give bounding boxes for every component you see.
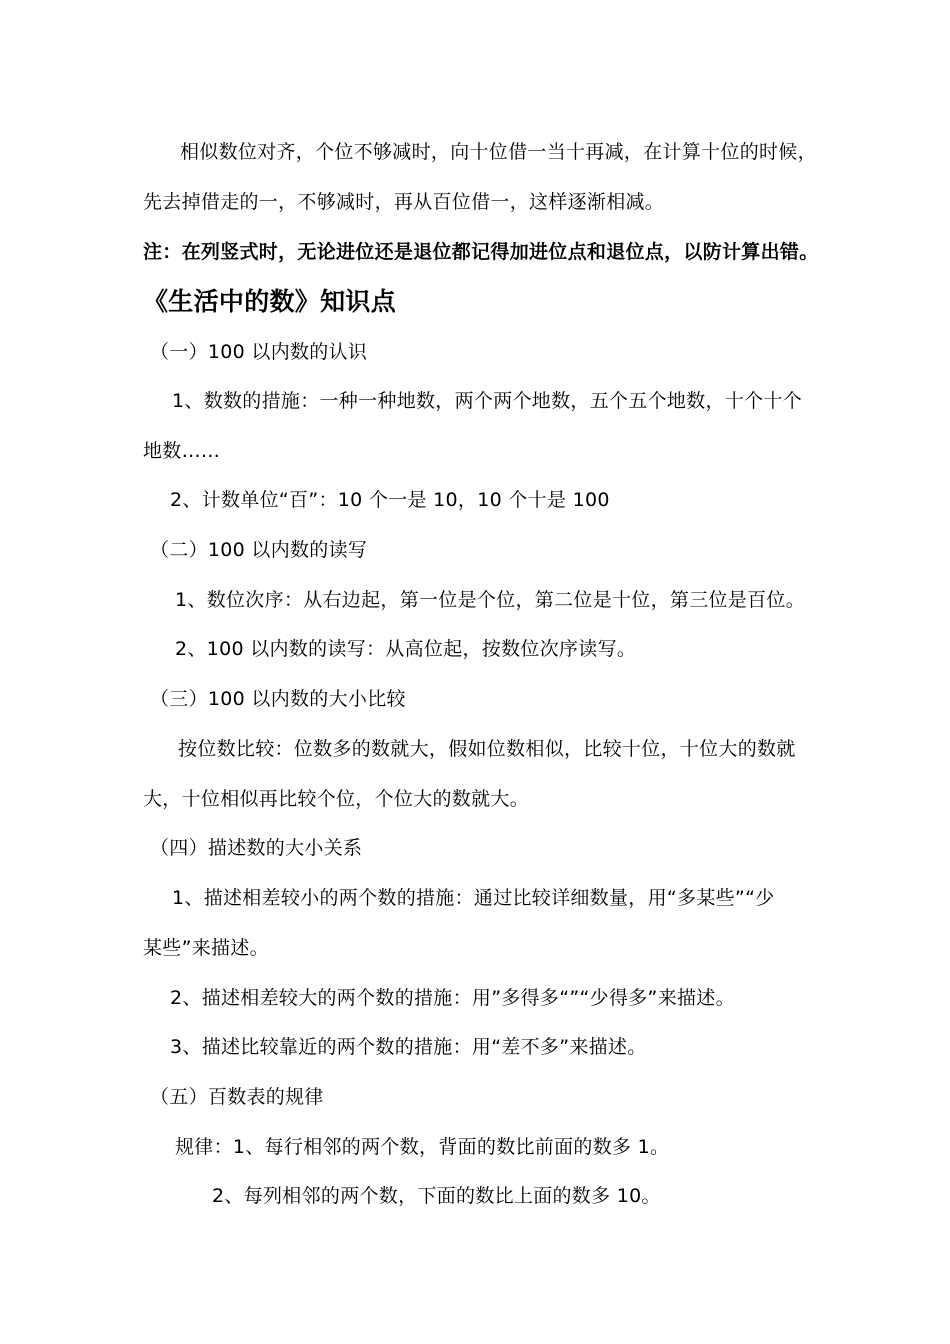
s2-item-2: 2、100 以内数的读写：从高位起，按数位次序读写。 bbox=[175, 638, 637, 660]
s4-item-1-line-2: 某些”来描述。 bbox=[143, 937, 269, 959]
s4-item-1-line-1: 1、描述相差较小的两个数的措施：通过比较详细数量，用“多某些”“少 bbox=[172, 887, 775, 909]
s1-item-2: 2、计数单位“百”：10 个一是 10，10 个十是 100 bbox=[170, 489, 610, 511]
s1-item-1-line-2: 地数…… bbox=[143, 440, 221, 462]
section-heading-3: （三）100 以内数的大小比较 bbox=[150, 688, 406, 710]
s1-item-1-line-1: 1、数数的措施：一种一种地数，两个两个地数，五个五个地数，十个十个 bbox=[172, 390, 802, 412]
s3-paragraph-line-1: 按位数比较：位数多的数就大，假如位数相似，比较十位，十位大的数就 bbox=[178, 738, 796, 760]
note-text: 注：在列竖式时，无论进位还是退位都记得加进位点和退位点，以防计算出错。 bbox=[143, 241, 819, 263]
s4-item-3: 3、描述比较靠近的两个数的措施：用“差不多”来描述。 bbox=[170, 1036, 647, 1058]
s4-item-2: 2、描述相差较大的两个数的措施：用”多得多“”“少得多”来描述。 bbox=[170, 987, 735, 1009]
s5-rule-2: 2、每列相邻的两个数，下面的数比上面的数多 10。 bbox=[212, 1185, 661, 1207]
section-heading-4: （四）描述数的大小关系 bbox=[150, 837, 363, 859]
s3-paragraph-line-2: 大，十位相似再比较个位，个位大的数就大。 bbox=[143, 788, 530, 810]
intro-paragraph-line-1: 相似数位对齐，个位不够减时，向十位借一当十再减，在计算十位的时候， bbox=[180, 141, 817, 163]
section-heading-1: （一）100 以内数的认识 bbox=[150, 341, 368, 363]
s2-item-1: 1、数位次序：从右边起，第一位是个位，第二位是十位，第三位是百位。 bbox=[175, 589, 805, 611]
s5-rule-1: 规律：1、每行相邻的两个数，背面的数比前面的数多 1。 bbox=[175, 1136, 670, 1158]
intro-paragraph-line-2: 先去掉借走的一，不够减时，再从百位借一，这样逐渐相减。 bbox=[143, 191, 665, 213]
section-title: 《生活中的数》知识点 bbox=[143, 287, 397, 316]
section-heading-5: （五）百数表的规律 bbox=[150, 1086, 324, 1108]
section-heading-2: （二）100 以内数的读写 bbox=[150, 539, 368, 561]
